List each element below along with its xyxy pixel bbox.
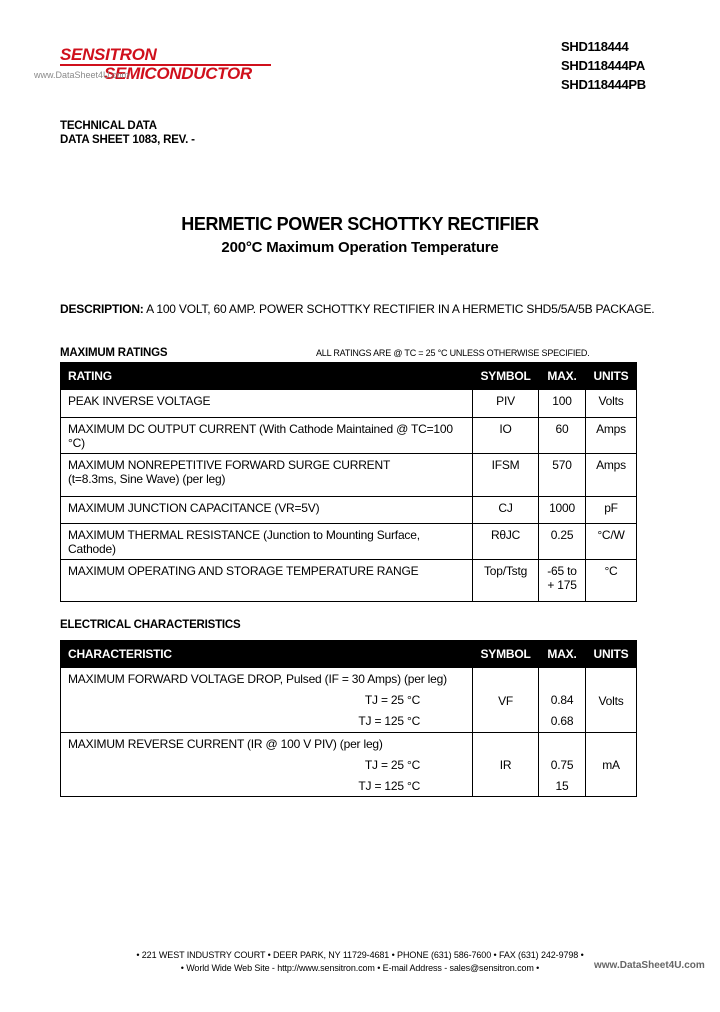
units-cell (586, 733, 637, 797)
electrical-heading: ELECTRICAL CHARACTERISTICS (60, 619, 241, 631)
footer-address: • 221 WEST INDUSTRY COURT • DEER PARK, NY 11729-4681 • PHONE (631) 586-7600 • FAX (631) 242-9798 • (136, 950, 584, 960)
rating-cell: PEAK INVERSE VOLTAGE (61, 390, 473, 418)
condition-2: TJ = 125 °C (358, 714, 421, 728)
column-header-max: MAX. (539, 363, 586, 390)
condition-2: TJ = 125 °C (358, 779, 421, 793)
symbol-value: IR (499, 758, 512, 772)
description-label: DESCRIPTION: (60, 302, 144, 316)
max-cell (539, 668, 586, 733)
table-row (61, 454, 637, 497)
table-row (61, 418, 637, 454)
watermark-top: www.DataSheet4U.com (34, 70, 130, 80)
units-value: mA (602, 758, 620, 772)
rating-line-2: (t=8.3ms, Sine Wave) (per leg) (68, 472, 226, 486)
table-header-row (61, 641, 637, 668)
table-row (61, 497, 637, 524)
part-number-1: SHD118444 (561, 39, 629, 54)
technical-data-label: TECHNICAL DATA (60, 120, 157, 132)
table-header-row (61, 363, 637, 390)
max-value-1: 0.84 (550, 693, 574, 707)
condition-1: TJ = 25 °C (364, 758, 421, 772)
max-ratings-table (60, 362, 637, 602)
column-header-symbol: SYMBOL (473, 641, 539, 668)
table-row (61, 524, 637, 560)
units-cell: Amps (586, 454, 637, 497)
characteristic-text: MAXIMUM REVERSE CURRENT (IR @ 100 V PIV) (per leg) (68, 737, 383, 751)
company-logo-line1: SENSITRON (60, 45, 157, 64)
max-value-1: 0.75 (550, 758, 574, 772)
column-header-units: UNITS (586, 363, 637, 390)
max-cell: 0.25 (539, 524, 586, 560)
table-row (61, 560, 637, 602)
max-value-2: 15 (555, 779, 569, 793)
column-header-rating: RATING (61, 363, 473, 390)
column-header-characteristic: CHARACTERISTIC (61, 641, 473, 668)
footer-web: • World Wide Web Site - http://www.sensitron.com • E-mail Address - sales@sensitron.com • (180, 963, 540, 973)
symbol-cell (473, 733, 539, 797)
max-cell: 60 (539, 418, 586, 454)
rating-line-1: MAXIMUM NONREPETITIVE FORWARD SURGE CURRENT (68, 458, 391, 472)
page-subtitle: 200°C Maximum Operation Temperature (221, 239, 499, 256)
table-row (61, 390, 637, 418)
description-text: A 100 VOLT, 60 AMP. POWER SCHOTTKY RECTIFIER IN A HERMETIC SHD5/5A/5B PACKAGE. (143, 302, 655, 316)
table-row (61, 733, 637, 797)
max-cell: 1000 (539, 497, 586, 524)
symbol-cell: Top/Tstg (473, 560, 539, 602)
units-cell: °C/W (586, 524, 637, 560)
part-number-2: SHD118444PA (561, 58, 645, 73)
units-cell: Volts (586, 390, 637, 418)
units-value: Volts (598, 693, 624, 708)
symbol-cell: IFSM (473, 454, 539, 497)
rating-cell: MAXIMUM JUNCTION CAPACITANCE (VR=5V) (61, 497, 473, 524)
datasheet-revision: DATA SHEET 1083, REV. - (60, 134, 195, 146)
characteristic-cell (61, 668, 473, 733)
description (60, 302, 654, 316)
characteristic-text: MAXIMUM FORWARD VOLTAGE DROP, Pulsed (IF = 30 Amps) (per leg) (68, 672, 447, 686)
characteristic-cell (61, 733, 473, 797)
ratings-condition: ALL RATINGS ARE @ TC = 25 °C UNLESS OTHERWISE SPECIFIED. (316, 348, 590, 358)
company-logo-line2: SEMICONDUCTOR (104, 64, 252, 83)
symbol-cell: RθJC (473, 524, 539, 560)
units-cell: °C (586, 560, 637, 602)
max-ratings-heading: MAXIMUM RATINGS (60, 347, 168, 359)
electrical-table (60, 640, 637, 797)
page-title: HERMETIC POWER SCHOTTKY RECTIFIER (181, 214, 539, 234)
part-number-3: SHD118444PB (561, 77, 646, 92)
symbol-cell (473, 668, 539, 733)
max-line-2: + 175 (547, 578, 577, 592)
condition-1: TJ = 25 °C (364, 693, 421, 707)
max-line-1: -65 to (547, 564, 577, 578)
units-cell (586, 668, 637, 733)
rating-cell: MAXIMUM THERMAL RESISTANCE (Junction to Mounting Surface, Cathode) (61, 524, 473, 560)
column-header-max: MAX. (539, 641, 586, 668)
column-header-units: UNITS (586, 641, 637, 668)
max-cell: 570 (539, 454, 586, 497)
max-cell (539, 560, 586, 602)
symbol-cell: PIV (473, 390, 539, 418)
units-cell: Amps (586, 418, 637, 454)
max-cell: 100 (539, 390, 586, 418)
units-cell: pF (586, 497, 637, 524)
symbol-cell: IO (473, 418, 539, 454)
rating-cell: MAXIMUM DC OUTPUT CURRENT (With Cathode Maintained @ TC=100 °C) (61, 418, 473, 454)
symbol-value: VF (498, 693, 514, 708)
max-cell (539, 733, 586, 797)
watermark-bottom: www.DataSheet4U.com (594, 960, 705, 971)
rating-cell: MAXIMUM OPERATING AND STORAGE TEMPERATURE RANGE (61, 560, 473, 602)
rating-cell (61, 454, 473, 497)
column-header-symbol: SYMBOL (473, 363, 539, 390)
symbol-cell: CJ (473, 497, 539, 524)
max-value-2: 0.68 (550, 714, 574, 728)
table-row (61, 668, 637, 733)
